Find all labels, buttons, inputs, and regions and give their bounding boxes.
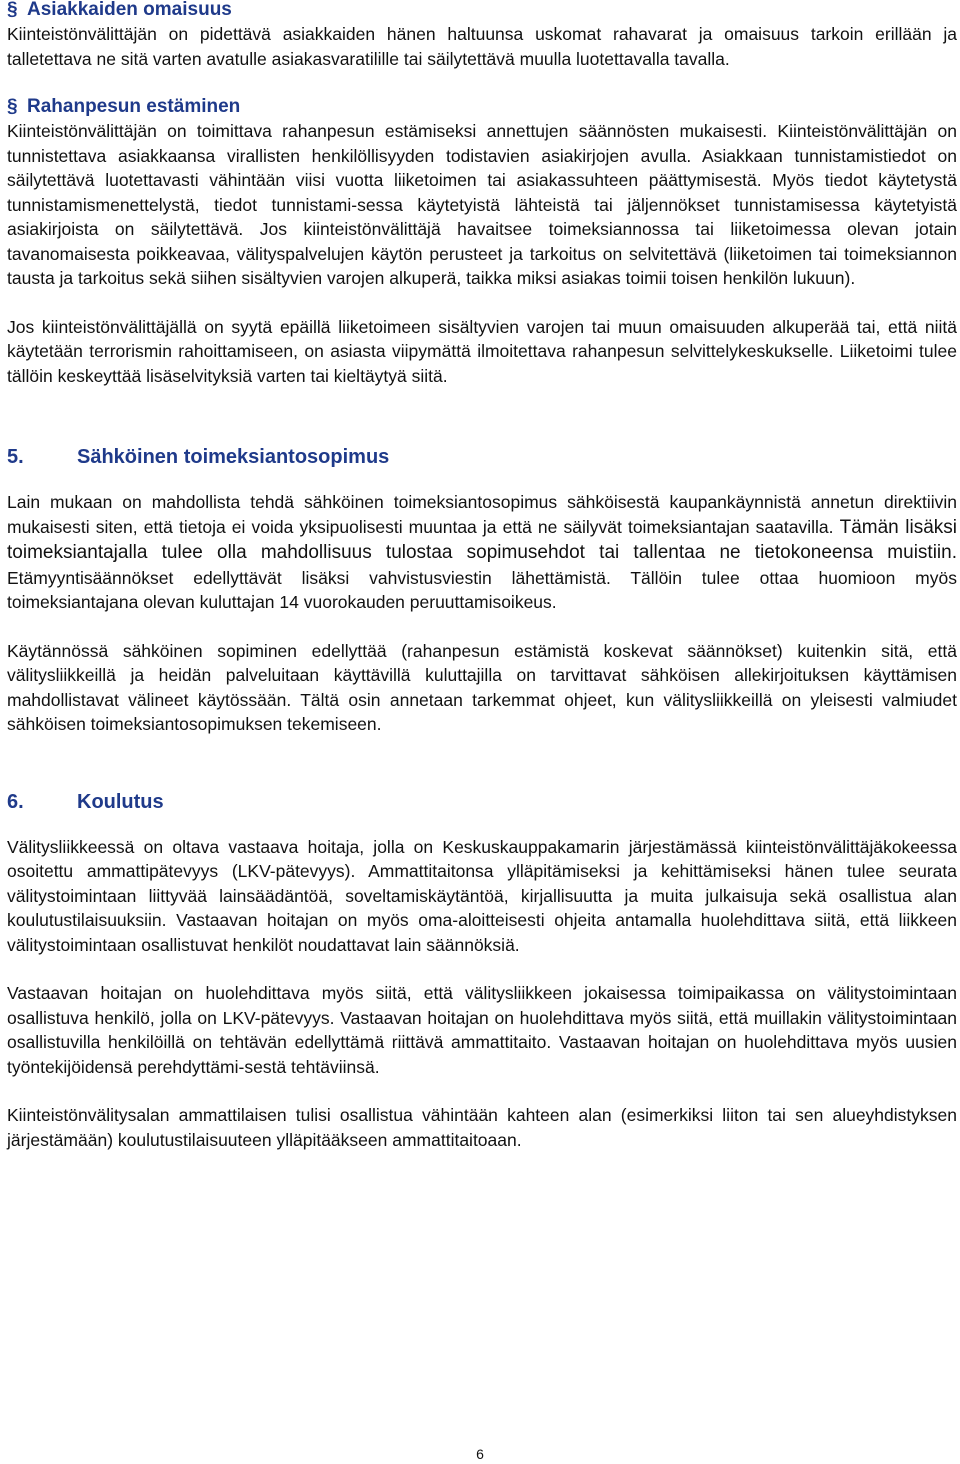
page-number: 6 [476, 1446, 484, 1462]
section-sign-icon: § [7, 0, 18, 20]
paragraph-koulutus-2: Vastaavan hoitajan on huolehdittava myös siitä, että välitysliikkeen jokaisessa toimipaikassa on välitystoimintaan osallistuva henkilö, jolla on LKV-pätevyys. Vastaavan hoitajan on huolehdittava myös siitä, että muillakin välitystoimintaan osallistuvilla henkilöillä on tehtävän edellyttämä riittävä ammattitaito. Vastaavan hoitajan on huolehdittava myös uusien työntekijöidensä perehdyttämi-sestä tehtäviinsä. [7, 983, 957, 1077]
section-number: 6. [7, 790, 24, 813]
paragraph-asiakkaiden-omaisuus: Kiinteistönvälittäjän on pidettävä asiakkaiden hänen haltuunsa uskomat rahavarat ja omaisuus tarkoin erillään ja talletettava ne sitä varten avatulle asiakasvaratilille tai säilytettävä muulla luotettavalla tavalla. [7, 24, 957, 69]
section-number: 5. [7, 446, 24, 468]
paragraph-koulutus-3: Kiinteistönvälitysalan ammattilaisen tulisi osallistua vähintään kahteen alan (esimerkiksi liiton tai sen alueyhdistyksen järjestämään) koulutustilaisuuteen ylläpitääkseen ammattitaitoaan. [7, 1105, 957, 1150]
section-sign-icon: § [7, 96, 18, 117]
paragraph-sahkoinen-1 [7, 490, 957, 615]
paragraph-rahanpesu-1: Kiinteistönvälittäjän on toimittava rahanpesun estämiseksi annettujen säännösten mukaisesti. Kiinteistönvälittäjän on tunnistettava asiakkaansa virallisten henkilöllisyyden todistavien asiakirjojen avulla. Asiakkaan tunnistamistiedot on säilytettävä luotettavasti vähintään viisi vuotta liiketoimen tai asiakassuhteen päättymisestä. Myös tiedot käytetystä tunnistamismenettelystä, tiedot tunnistami-sessa käytetyistä lähteistä tai jäljennökset tunnistamisessa käytetyistä asiakirjoista on säilytettävä. Jos kiinteistönvälittäjä havaitsee toimeksiannossa tai liiketoimessa olevan jotain tavanomaisesta poikkeavaa, välityspalvelujen käytön perusteet ja tarkoitus on selvitettävä (liiketoimen tai toimeksiannon tausta ja tarkoitus sekä siihen sisältyvien varojen alkuperä, taikka miksi asiakas toimii toisen henkilön lukuun). [7, 121, 957, 288]
paragraph-koulutus-1: Välitysliikkeessä on oltava vastaava hoitaja, jolla on Keskuskauppakamarin järjestämässä kiinteistönvälittäjäkokeessa osoitettu ammattipätevyys (LKV-pätevyys). Ammattitaitonsa ylläpitämiseksi ja kehittämiseksi hänen tulee seurata välitystoimintaan liittyvää lainsäädäntöä, soveltamiskäytäntöä, kirjallisuutta ja muita julkaisuja sekä osallistua alan koulutustilaisuuksiin. Vastaavan hoitajan on myös oma-aloitteisesti ohjeita antamalla huolehdittava siitä, että liikkeen välitystoimintaan osallistuvat henkilöt noudattavat lain säännöksiä. [7, 836, 957, 955]
section-title: Sähköinen toimeksiantosopimus [77, 446, 390, 468]
section-heading-rahanpesun-estaminen [7, 95, 957, 119]
text-run: Lain mukaan on mahdollista tehdä sähköinen toimeksiantosopimus sähköisestä kaupankäynnistä annetun direktiivin mukaisesti siten, että tietoja ei voida yksipuolisesti muuntaa ja että ne säilyvät toimeksiantajan saatavilla. [7, 492, 957, 537]
heading-text: Asiakkaiden omaisuus [27, 0, 232, 20]
section-heading-6 [7, 789, 957, 815]
paragraph-sahkoinen-2: Käytännössä sähköinen sopiminen edellyttää (rahanpesun estämistä koskevat säännökset) kuitenkin sitä, että välitysliikkeillä ja heidän palveluitaan käyttävillä kuluttajilla on tarvittavat sähköisen allekirjoituksen käyttämisen mahdollistavat välineet käytössään. Tältä osin annetaan tarkemmat ohjeet, kun välitysliikkeillä on yleisesti valmiudet sähköisen toimeksiantosopimuksen tekemiseen. [7, 640, 957, 734]
paragraph-rahanpesu-2: Jos kiinteistönvälittäjällä on syytä epäillä liiketoimeen sisältyvien varojen tai muun omaisuuden alkuperää tai, että niitä käytetään terrorismin rahoittamiseen, on asiasta viipymättä ilmoitettava rahanpesun selvittelykeskukselle. Liiketoimi tulee tällöin keskeyttää lisäselvityksiä varten tai kieltäytyä siitä. [7, 316, 957, 386]
text-run-larger: Tämän lisäksi toimeksiantajalla tulee olla mahdollisuus tulostaa sopimusehdot tai tallentaa ne tietokoneensa muistiin. [7, 516, 957, 563]
text-run: Etämyyntisäännökset edellyttävät lisäksi vahvistusviestin lähettämistä. Tällöin tulee ottaa huomioon myös toimeksiantajana olevan kuluttajan 14 vuorokauden peruuttamisoikeus. [7, 567, 957, 612]
section-title: Koulutus [77, 790, 164, 813]
document-page [7, 0, 957, 1152]
section-heading-5 [7, 444, 957, 470]
heading-text: Rahanpesun estäminen [27, 96, 241, 117]
section-heading-asiakkaiden-omaisuus [7, 0, 957, 22]
